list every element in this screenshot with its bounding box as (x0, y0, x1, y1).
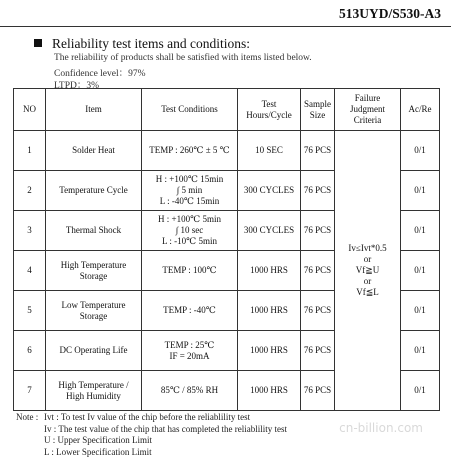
ac-re: 0/1 (401, 211, 440, 251)
header-line: Judgment (336, 104, 399, 115)
test-item (46, 251, 142, 291)
section-title-text: Reliability test items and conditions: (52, 36, 250, 51)
header-test-hours (238, 89, 301, 131)
document-code: 513UYD/S530-A3 (339, 6, 441, 22)
header-no: NO (14, 89, 46, 131)
test-hours: 1000 HRS (238, 331, 301, 371)
test-conditions (142, 291, 238, 331)
note-line: L : Lower Specification Limit (16, 447, 287, 458)
sample-size: 76 PCS (301, 131, 335, 171)
condition-line: 85℃ / 85% RH (143, 385, 236, 396)
test-item (46, 291, 142, 331)
condition-line: ∫ 5 min (143, 185, 236, 196)
test-item-line: Storage (47, 271, 140, 282)
intro-line: The reliability of products shall be satisfied with items listed below. (54, 53, 312, 63)
test-item (46, 171, 142, 211)
section-title (34, 36, 250, 52)
note-line: Ivt : To test Iv value of the chip before the reliablility test (44, 412, 250, 424)
test-conditions (142, 171, 238, 211)
test-item (46, 211, 142, 251)
condition-line: L : -40℃ 15min (143, 196, 236, 207)
test-item-line: Thermal Shock (47, 225, 140, 236)
sample-size: 76 PCS (301, 331, 335, 371)
criteria-line: Vf≧U (336, 265, 399, 276)
table-row (14, 131, 440, 171)
test-conditions (142, 371, 238, 411)
header-failure-criteria (335, 89, 401, 131)
criteria-line: or (336, 254, 399, 265)
ac-re: 0/1 (401, 131, 440, 171)
test-conditions (142, 131, 238, 171)
test-hours: 1000 HRS (238, 291, 301, 331)
header-rule (0, 26, 451, 27)
ac-re: 0/1 (401, 251, 440, 291)
criteria-line: Iv≤Ivt*0.5 (336, 243, 399, 254)
test-item-line: Low Temperature (47, 300, 140, 311)
confidence-level: Confidence level：97% (54, 65, 146, 79)
ac-re: 0/1 (401, 371, 440, 411)
test-item-line: Temperature Cycle (47, 185, 140, 196)
test-item-line: High Temperature / (47, 380, 140, 391)
header-line: Failure (336, 93, 399, 104)
criteria-line: Vf≦L (336, 287, 399, 298)
sample-size: 76 PCS (301, 291, 335, 331)
sample-size: 76 PCS (301, 371, 335, 411)
row-number: 6 (14, 331, 46, 371)
square-bullet-icon (34, 39, 42, 47)
test-hours: 1000 HRS (238, 371, 301, 411)
condition-line: H : +100℃ 15min (143, 174, 236, 185)
ltpd: LTPD：3% (54, 77, 99, 91)
test-item (46, 371, 142, 411)
table-header-row (14, 89, 440, 131)
ac-re: 0/1 (401, 331, 440, 371)
row-number: 2 (14, 171, 46, 211)
header-line: Sample (302, 99, 333, 110)
test-item-line: High Temperature (47, 260, 140, 271)
condition-line: IF = 20mA (143, 351, 236, 362)
header-ac-re: Ac/Re (401, 89, 440, 131)
sample-size: 76 PCS (301, 211, 335, 251)
ac-re: 0/1 (401, 291, 440, 331)
test-hours: 1000 HRS (238, 251, 301, 291)
row-number: 4 (14, 251, 46, 291)
test-hours: 10 SEC (238, 131, 301, 171)
test-hours: 300 CYCLES (238, 211, 301, 251)
condition-line: H : +100℃ 5min (143, 214, 236, 225)
header-line: Hours/Cycle (239, 110, 299, 121)
criteria-line: or (336, 276, 399, 287)
header-item: Item (46, 89, 142, 131)
header-line: Test (239, 99, 299, 110)
condition-line: TEMP : -40℃ (143, 305, 236, 316)
sample-size: 76 PCS (301, 251, 335, 291)
test-item (46, 131, 142, 171)
header-line: Criteria (336, 115, 399, 126)
note-row (16, 412, 287, 424)
test-conditions (142, 211, 238, 251)
condition-line: L : -10℃ 5min (143, 236, 236, 247)
test-item-line: High Humidity (47, 391, 140, 402)
header-line: Size (302, 110, 333, 121)
note-label: Note : (16, 412, 44, 424)
test-item-line: Storage (47, 311, 140, 322)
failure-criteria (335, 131, 401, 411)
test-conditions (142, 251, 238, 291)
watermark: cn-billion.com (339, 421, 423, 435)
test-conditions (142, 331, 238, 371)
header-test-conditions: Test Conditions (142, 89, 238, 131)
condition-line: ∫ 10 sec (143, 225, 236, 236)
test-item (46, 331, 142, 371)
row-number: 5 (14, 291, 46, 331)
reliability-table (13, 88, 440, 411)
row-number: 1 (14, 131, 46, 171)
header-sample-size (301, 89, 335, 131)
ac-re: 0/1 (401, 171, 440, 211)
test-item-line: DC Operating Life (47, 345, 140, 356)
condition-line: TEMP : 260℃ ± 5 ℃ (143, 145, 236, 156)
condition-line: TEMP : 100℃ (143, 265, 236, 276)
test-item-line: Solder Heat (47, 145, 140, 156)
note-line: Iv : The test value of the chip that has completed the reliablility test (16, 424, 287, 436)
notes (16, 412, 287, 458)
note-line: U : Upper Specification Limit (16, 435, 287, 447)
row-number: 3 (14, 211, 46, 251)
sample-size: 76 PCS (301, 171, 335, 211)
row-number: 7 (14, 371, 46, 411)
condition-line: TEMP : 25℃ (143, 340, 236, 351)
test-hours: 300 CYCLES (238, 171, 301, 211)
